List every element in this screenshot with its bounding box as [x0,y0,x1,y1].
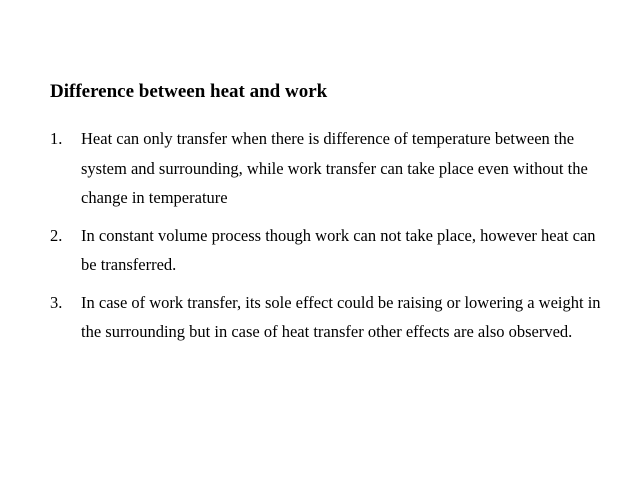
list-item-text: Heat can only transfer when there is difference of temperature between the system and surrounding, while work transfer can take place even without the change in temperature [81,129,588,207]
list-item [50,221,610,280]
list-item-text: In case of work transfer, its sole effect could be raising or lowering a weight in the surrounding but in case of heat transfer other effects are also observed. [81,292,601,341]
list-item-number: 2. [50,225,63,245]
slide-title: Difference between heat and work [50,81,328,102]
list-item [50,288,610,347]
list-item-number: 3. [50,292,63,312]
difference-list [50,124,610,355]
list-item-text: In constant volume process though work can not take place, however heat can be transferred. [81,225,596,274]
list-item-number: 1. [50,129,63,148]
list-item [50,124,610,213]
